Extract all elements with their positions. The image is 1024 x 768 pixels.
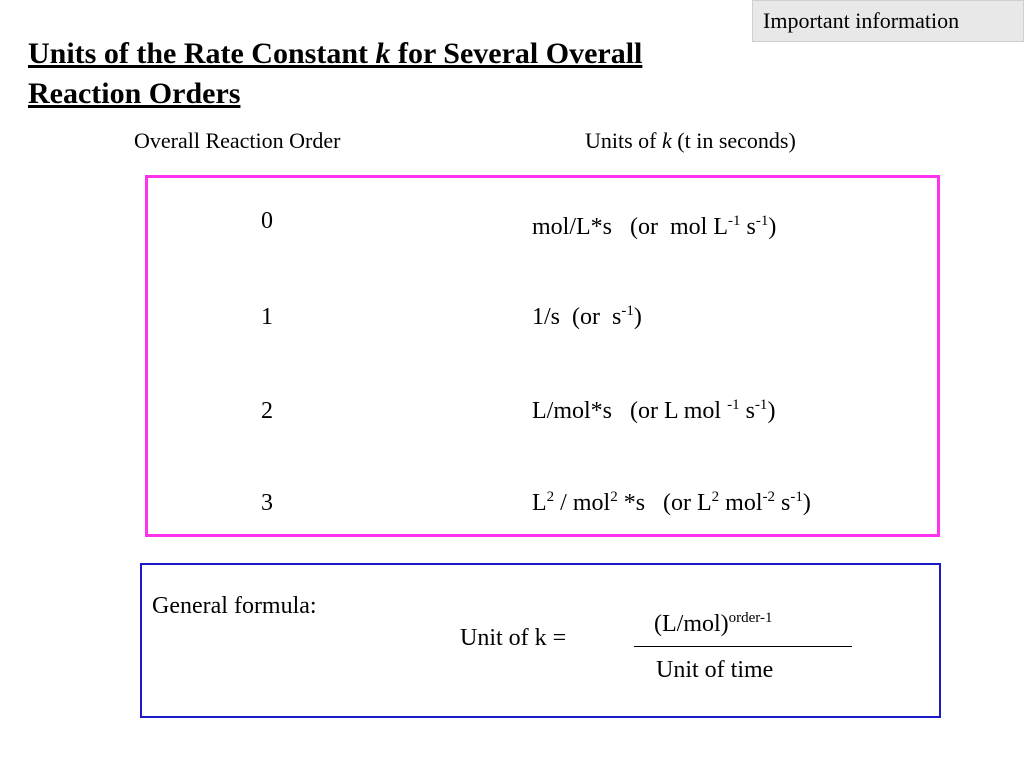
- formula-numerator: $(L/mol)^{order-1}$: [654, 610, 773, 637]
- fraction-bar: [634, 646, 852, 647]
- units-order-2: L/mol*s (or L mol $^{-1}$ $s^{-1}$): [532, 397, 776, 424]
- order-3: 3: [261, 490, 273, 516]
- units-order-3: $L^2 / mol^2$ *s (or $L^2$ mol$^{-2}$ $s^{-1}$): [532, 489, 811, 516]
- formula-denominator: Unit of time: [656, 657, 774, 683]
- important-info-badge: Important information: [752, 0, 1024, 42]
- units-table-box: [145, 175, 940, 537]
- header-units-of-k: Units of k (t in seconds): [585, 128, 796, 153]
- units-order-0: mol/L*s (or mol $L^{-1}$ $s^{-1}$): [532, 213, 777, 240]
- general-formula-box: [140, 563, 941, 718]
- order-1: 1: [261, 304, 273, 330]
- order-2: 2: [261, 398, 273, 424]
- page-title: Units of the Rate Constant k for Several Overall Reaction Orders: [28, 37, 643, 110]
- formula-lhs: Unit of k =: [460, 625, 567, 651]
- general-formula-label: General formula:: [152, 593, 317, 619]
- header-overall-order: Overall Reaction Order: [134, 128, 341, 153]
- order-0: 0: [261, 208, 273, 234]
- units-order-1: 1/s (or $s^{-1}$): [532, 303, 642, 330]
